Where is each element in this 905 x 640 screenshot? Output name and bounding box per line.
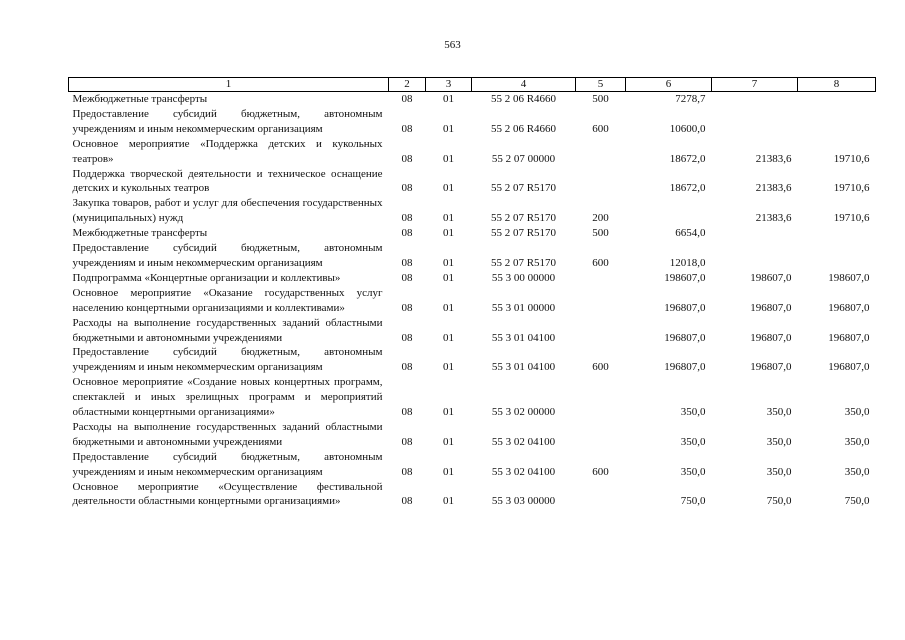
amount-year-2: 750,0	[766, 495, 792, 508]
table-row	[69, 196, 876, 226]
section-code: 08	[401, 93, 413, 105]
row-name: Основное мероприятие «Осуществление фестивальной деятельности областными концертными организациями»	[72, 480, 383, 508]
amount-year-3	[798, 226, 876, 241]
column-header: 3	[426, 78, 472, 92]
column-header: 2	[389, 78, 426, 92]
subsection-code: 01	[443, 331, 454, 344]
amount-year-1: 7278,7	[675, 93, 706, 105]
target-article-code: 55 3 03 00000	[491, 495, 556, 508]
row-name: Поддержка творческой деятельности и техническое оснащение детских и кукольных театров	[72, 167, 383, 195]
amount-year-2: 196807,0	[750, 301, 792, 314]
table-row	[69, 420, 876, 450]
target-article-code: 55 2 06 R4660	[490, 122, 557, 135]
amount-year-3: 198607,0	[828, 271, 870, 284]
expense-type-code: 500	[592, 93, 609, 105]
column-header: 7	[712, 78, 798, 92]
section-code: 08	[401, 256, 413, 269]
expense-type-code	[576, 286, 626, 316]
section-code: 08	[401, 152, 413, 165]
section-code: 08	[401, 301, 413, 314]
column-header: 4	[472, 78, 576, 92]
row-name: Закупка товаров, работ и услуг для обеспечения государственных (муниципальных) нужд	[72, 197, 383, 225]
section-code: 08	[401, 271, 413, 284]
row-name: Межбюджетные трансферты	[72, 93, 208, 105]
table-row	[69, 316, 876, 346]
amount-year-1: 350,0	[680, 406, 706, 419]
target-article-code: 55 3 02 04100	[491, 435, 556, 448]
row-name: Предоставление субсидий бюджетным, автономным учреждениям и иным некоммерческим организациям	[72, 346, 383, 374]
amount-year-3: 350,0	[844, 435, 870, 448]
amount-year-1: 750,0	[680, 495, 706, 508]
row-name: Предоставление субсидий бюджетным, автономным учреждениям и иным некоммерческим организациям	[72, 450, 383, 478]
column-header: 6	[626, 78, 712, 92]
amount-year-2	[712, 92, 798, 107]
column-header: 1	[69, 78, 389, 92]
amount-year-1: 350,0	[680, 435, 706, 448]
row-name: Предоставление субсидий бюджетным, автономным учреждениям и иным некоммерческим организациям	[72, 107, 383, 135]
amount-year-2	[712, 241, 798, 271]
amount-year-2: 21383,6	[755, 212, 792, 225]
table-row	[69, 450, 876, 480]
expense-type-code	[576, 420, 626, 450]
expense-type-code	[576, 137, 626, 167]
amount-year-1: 350,0	[680, 465, 706, 478]
section-code: 08	[401, 122, 413, 135]
amount-year-1: 196807,0	[664, 301, 706, 314]
row-name: Основное мероприятие «Оказание государственных услуг населению концертными организациями и коллективами»	[72, 286, 383, 314]
table-row	[69, 286, 876, 316]
expense-type-code: 600	[592, 465, 609, 478]
expense-type-code	[576, 375, 626, 420]
subsection-code: 01	[443, 435, 454, 448]
expense-type-code: 600	[592, 361, 609, 374]
subsection-code: 01	[443, 271, 454, 284]
section-code: 08	[401, 361, 413, 374]
table-row	[69, 167, 876, 197]
subsection-code: 01	[443, 256, 454, 269]
amount-year-3: 19710,6	[833, 182, 870, 195]
expense-type-code: 600	[592, 122, 609, 135]
amount-year-2: 21383,6	[755, 182, 792, 195]
table-row	[69, 241, 876, 271]
amount-year-1: 10600,0	[669, 122, 706, 135]
row-name: Подпрограмма «Концертные организации и коллективы»	[72, 271, 341, 284]
amount-year-3: 350,0	[844, 465, 870, 478]
subsection-code: 01	[443, 361, 454, 374]
section-code: 08	[401, 435, 413, 448]
amount-year-2	[712, 226, 798, 241]
amount-year-3	[798, 241, 876, 271]
expense-type-code	[576, 167, 626, 197]
amount-year-1: 6654,0	[675, 227, 706, 240]
row-name: Основное мероприятие «Создание новых концертных программ, спектаклей и иных зрелищных программ и мероприятий областными концертными организациями»	[72, 376, 383, 419]
target-article-code: 55 2 07 R5170	[490, 182, 557, 195]
subsection-code: 01	[443, 152, 454, 165]
subsection-code: 01	[443, 406, 454, 419]
table-row	[69, 92, 876, 107]
amount-year-2: 350,0	[766, 406, 792, 419]
amount-year-3: 196807,0	[828, 301, 870, 314]
subsection-code: 01	[443, 495, 454, 508]
table-row	[69, 226, 876, 241]
amount-year-1: 18672,0	[669, 182, 706, 195]
target-article-code: 55 2 06 R4660	[490, 93, 557, 105]
table-row	[69, 345, 876, 375]
amount-year-1: 198607,0	[664, 271, 706, 284]
amount-year-2: 196807,0	[750, 331, 792, 344]
row-name: Основное мероприятие «Поддержка детских и кукольных театров»	[72, 137, 383, 165]
expense-type-code	[576, 480, 626, 510]
row-name: Межбюджетные трансферты	[72, 227, 208, 240]
section-code: 08	[401, 212, 413, 225]
target-article-code: 55 3 02 04100	[491, 465, 556, 478]
amount-year-2	[712, 107, 798, 137]
target-article-code: 55 3 01 04100	[491, 331, 556, 344]
subsection-code: 01	[443, 182, 454, 195]
page-number: 563	[444, 39, 461, 51]
section-code: 08	[401, 495, 413, 508]
amount-year-1: 196807,0	[664, 331, 706, 344]
amount-year-1: 196807,0	[664, 361, 706, 374]
table-row	[69, 480, 876, 510]
expense-type-code	[576, 316, 626, 346]
amount-year-3: 350,0	[844, 406, 870, 419]
section-code: 08	[401, 406, 413, 419]
subsection-code: 01	[443, 212, 454, 225]
table-row	[69, 375, 876, 420]
subsection-code: 01	[443, 301, 454, 314]
row-name: Расходы на выполнение государственных заданий областными бюджетными и автономными учреждениями	[72, 316, 383, 344]
section-code: 08	[401, 182, 413, 195]
target-article-code: 55 3 01 00000	[491, 301, 556, 314]
target-article-code: 55 2 07 R5170	[490, 256, 557, 269]
amount-year-2: 196807,0	[750, 361, 792, 374]
table-row	[69, 107, 876, 137]
table-header-row	[69, 78, 876, 92]
subsection-code: 01	[443, 122, 454, 135]
section-code: 08	[401, 227, 413, 240]
expense-type-code: 500	[592, 227, 609, 240]
column-header: 5	[576, 78, 626, 92]
section-code: 08	[401, 465, 413, 478]
amount-year-3: 196807,0	[828, 331, 870, 344]
amount-year-3	[798, 107, 876, 137]
target-article-code: 55 2 07 00000	[491, 152, 556, 165]
amount-year-2: 198607,0	[750, 271, 792, 284]
target-article-code: 55 2 07 R5170	[490, 227, 557, 240]
expense-type-code: 600	[592, 256, 609, 269]
amount-year-1: 18672,0	[669, 152, 706, 165]
amount-year-2: 350,0	[766, 465, 792, 478]
target-article-code: 55 2 07 R5170	[490, 212, 557, 225]
amount-year-1: 12018,0	[669, 256, 706, 269]
amount-year-3	[798, 92, 876, 107]
amount-year-1	[626, 196, 712, 226]
amount-year-3: 196807,0	[828, 361, 870, 374]
column-header: 8	[798, 78, 876, 92]
section-code: 08	[401, 331, 413, 344]
table-row	[69, 271, 876, 286]
subsection-code: 01	[443, 227, 454, 240]
expense-type-code: 200	[592, 212, 609, 225]
row-name: Расходы на выполнение государственных заданий областными бюджетными и автономными учреждениями	[72, 420, 383, 448]
expense-type-code	[576, 271, 626, 286]
amount-year-3: 19710,6	[833, 152, 870, 165]
amount-year-2: 350,0	[766, 435, 792, 448]
row-name: Предоставление субсидий бюджетным, автономным учреждениям и иным некоммерческим организациям	[72, 242, 383, 269]
table-row	[69, 137, 876, 167]
target-article-code: 55 3 00 00000	[491, 271, 556, 284]
target-article-code: 55 3 01 04100	[491, 361, 556, 374]
subsection-code: 01	[443, 465, 454, 478]
amount-year-2: 21383,6	[755, 152, 792, 165]
budget-table	[68, 77, 876, 509]
subsection-code: 01	[443, 93, 454, 105]
amount-year-3: 750,0	[844, 495, 870, 508]
amount-year-3: 19710,6	[833, 212, 870, 225]
target-article-code: 55 3 02 00000	[491, 406, 556, 419]
